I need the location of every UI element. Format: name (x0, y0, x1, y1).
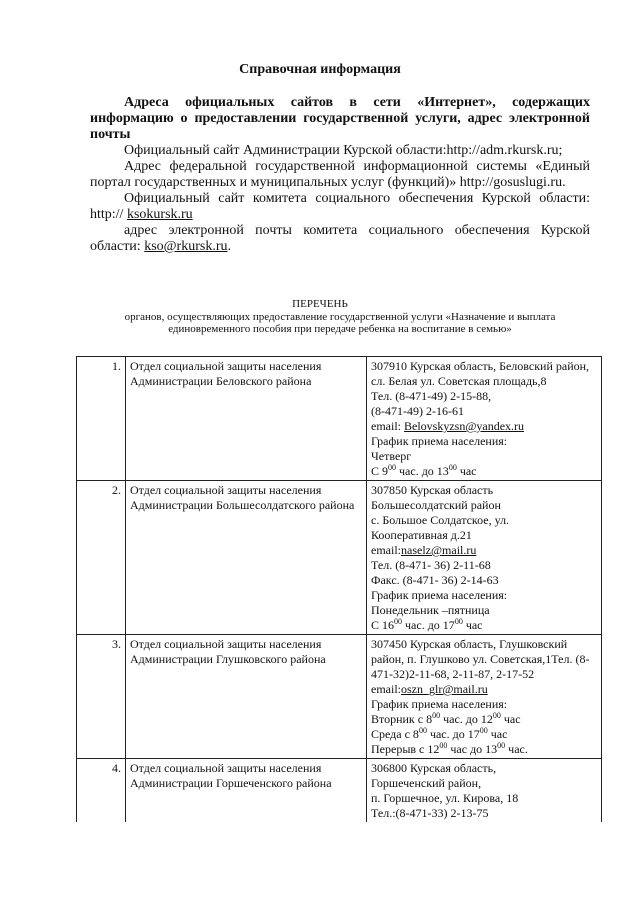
page-title: Справочная информация (239, 62, 401, 77)
schedule-break: Перерыв с $12^{00}$ час до $13^{00}$ час. (371, 741, 528, 756)
reference-info (90, 95, 590, 255)
list-subtitle: органов, осуществляющих предоставление государственной услуги «Назначение и выплата единовременного пособия при передаче ребенка на воспитание в семью» (124, 311, 556, 335)
schedule-time: Среда с $8^{00}$ час. до $17^{00}$ час (371, 726, 508, 741)
schedule-days: Четверг (371, 449, 412, 463)
schedule-time: Вторник с $8^{00}$ час. до $12^{00}$ час (371, 711, 521, 726)
info-site-portal: Адрес федеральной государственной информационной системы «Единый портал государственных и муниципальных услуг (функций)» http://gosuslugi.ru. (90, 159, 590, 190)
org-name: Отдел социальной защиты населения Администрации Горшеченского района (126, 759, 367, 823)
org-address: Большесолдатский район (371, 498, 501, 512)
row-number: 4. (77, 759, 126, 823)
org-address: Кооперативная д.21 (371, 528, 472, 542)
schedule-label: График приема населения: (371, 697, 508, 711)
row-number: 3. (77, 635, 126, 759)
org-email-link[interactable]: Belovskyzsn@yandex.ru (404, 419, 525, 433)
org-email: email: Belovskyzsn@yandex.ru (371, 419, 525, 433)
org-address: п. Горшечное, ул. Кирова, 18 (371, 791, 519, 805)
org-name: Отдел социальной защиты населения Администрации Большесолдатского района (126, 481, 367, 635)
org-email-link[interactable]: oszn_glr@mail.ru (401, 682, 488, 696)
org-address: с. Большое Солдатское, ул. (371, 513, 510, 527)
site-committee-link[interactable]: ksokursk.ru (126, 207, 193, 222)
schedule-time: С $9^{00}$ час. до $13^{00}$ час (371, 463, 477, 478)
info-heading: Адреса официальных сайтов в сети «Интернет», содержащих информацию о предоставлении государственной услуги, адрес электронной почты (90, 95, 590, 142)
schedule-label: График приема населения: (371, 434, 508, 448)
org-name: Отдел социальной защиты населения Администрации Беловского района (126, 357, 367, 481)
row-number: 1. (77, 357, 126, 481)
committee-email-link[interactable]: kso@rkursk.ru (144, 239, 228, 254)
org-name: Отдел социальной защиты населения Администрации Глушковского района (126, 635, 367, 759)
org-contacts (367, 481, 602, 635)
email-suffix: . (227, 239, 231, 254)
row-number: 2. (77, 481, 126, 635)
org-address: 306800 Курская область, (371, 761, 497, 775)
schedule-time: С $16^{00}$ час. до $17^{00}$ час (371, 617, 483, 632)
org-address: 307450 Курская область, Глушковский район, п. Глушково ул. Советская,1Тел. (8-471-32)2-11-68, 2-11-87, 2-17-52 (371, 637, 590, 681)
org-email: email:oszn_glr@mail.ru (371, 682, 488, 696)
schedule-days: Понедельник –пятница (371, 603, 490, 617)
email-text: адрес электронной почты комитета социального обеспечения Курской области: (90, 223, 590, 254)
org-address: 307910 Курская область, Беловский район, сл. Белая ул. Советская площадь,8 (371, 359, 590, 388)
table-row (77, 357, 602, 481)
site-committee-text: Официальный сайт комитета социального обеспечения Курской области: http:// (90, 191, 590, 222)
org-contacts (367, 635, 602, 759)
org-address: 307850 Курская область (371, 483, 494, 497)
org-phone: Тел. (8-471- 36) 2-11-68 (371, 558, 491, 572)
org-email: email:naselz@mail.ru (371, 543, 477, 557)
schedule-label: График приема населения: (371, 588, 508, 602)
org-contacts (367, 759, 602, 823)
table-row (77, 759, 602, 823)
org-phone: Тел.:(8-471-33) 2-13-75 (371, 806, 489, 820)
table-row (77, 481, 602, 635)
organizations-table (76, 356, 602, 822)
org-fax: Факс. (8-471- 36) 2-14-63 (371, 573, 499, 587)
org-phone: Тел. (8-471-49) 2-15-88, (371, 389, 492, 403)
org-phone: (8-471-49) 2-16-61 (371, 404, 464, 418)
org-address: Горшеченский район, (371, 776, 482, 790)
org-contacts (367, 357, 602, 481)
org-email-link[interactable]: naselz@mail.ru (401, 543, 477, 557)
table-row (77, 635, 602, 759)
info-site-committee (90, 191, 590, 223)
list-title: ПЕРЕЧЕНЬ (292, 298, 348, 310)
info-site-admin: Официальный сайт Администрации Курской области:http://adm.rkursk.ru; (124, 143, 563, 158)
info-email (90, 223, 590, 255)
